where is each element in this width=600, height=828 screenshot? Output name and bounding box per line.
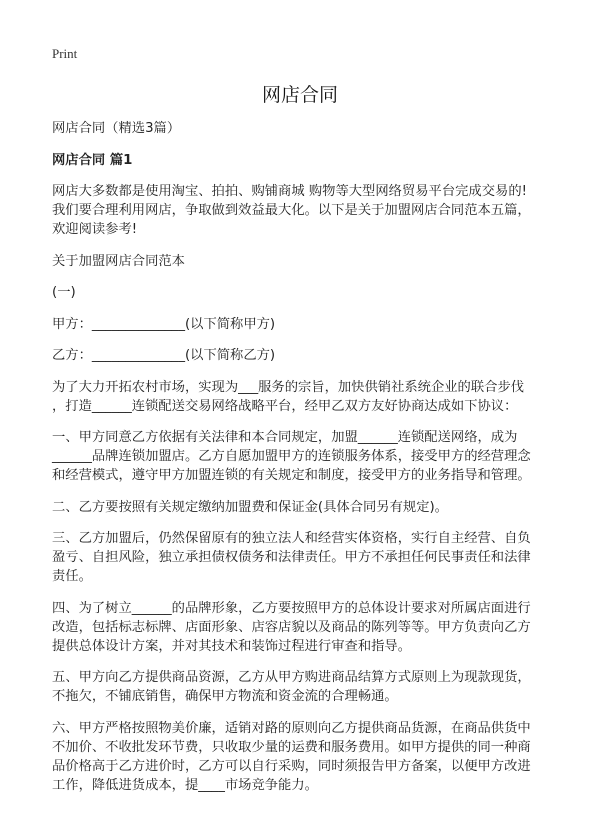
paragraph [52, 599, 552, 656]
paragraph-line: 盈亏、自担风险，独立承担债权债务和法律责任。甲方不承担任何民事责任和法律 [52, 550, 531, 565]
paragraph [52, 529, 552, 586]
paragraph-line: 为了大力开拓农村市场，实现为___服务的宗旨，加快供销社系统企业的联合步伐 [52, 379, 525, 395]
paragraph [52, 182, 552, 239]
paragraph-line: 网店大多数都是使用淘宝、拍拍、购铺商城 购物等大型网络贸易平台完成交易的! [52, 184, 527, 199]
paragraph-line: 提供总体设计方案，并对其技术和装饰过程进行审查和指导。 [52, 638, 412, 654]
paragraph-line: 六、甲方严格按照物美价廉，适销对路的原则向乙方提供商品货源，在商品供货中 [52, 720, 531, 736]
paragraph [52, 668, 552, 706]
paragraph-line: 品价格高于乙方进价时，乙方可以自行采购，同时须报告甲方备案，以便甲方改进 [52, 758, 531, 774]
paragraph [52, 346, 552, 365]
paragraph-line: 工作，降低进货成本，提____市场竞争能力。 [52, 777, 318, 793]
paragraph-line: 我们要合理利用网店，争取做到效益最大化。以下是关于加盟网店合同范本五篇， [52, 203, 531, 218]
document-subtitle: 网店合同（精选3篇） [52, 121, 181, 136]
paragraph-line: 责任。 [52, 569, 92, 584]
paragraph-line: 欢迎阅读参考! [52, 222, 138, 237]
paragraph-line: 不加价、不收批发环节费，只收取少量的运费和服务费用。如甲方提供的同一种商 [52, 739, 531, 755]
paragraph-line: 甲方：______________(以下简称甲方) [52, 316, 276, 332]
section-heading: 网店合同 篇1 [52, 152, 133, 168]
paragraph-line: 二、乙方要按照有关规定缴纳加盟费和保证金(具体合同另有规定)。 [52, 499, 448, 515]
paragraph [52, 719, 552, 795]
paragraph [52, 428, 552, 485]
document-title: 网店合同 [261, 84, 338, 106]
paragraph-line: 关于加盟网店合同范本 [52, 253, 185, 269]
paragraph-list [52, 182, 552, 795]
paragraph [52, 378, 552, 416]
paragraph-line: 三、乙方加盟后，仍然保留原有的独立法人和经营实体资格，实行自主经营、自负 [52, 531, 531, 546]
paragraph-line: ______品牌连锁加盟店。乙方自愿加盟甲方的连锁服务体系，接受甲方的经营理念 [52, 449, 531, 464]
paragraph-line: ，打造______连锁配送交易网络战略平台，经甲乙双方友好协商达成如下协议： [52, 398, 518, 414]
print-link[interactable]: Print [52, 46, 78, 61]
paragraph [52, 252, 552, 271]
paragraph-line: 乙方：______________(以下简称乙方) [52, 348, 276, 363]
paragraph-line: 和经营模式，遵守甲方加盟连锁的有关规定和制度，接受甲方的业务指导和管理。 [52, 468, 531, 483]
paragraph [52, 498, 552, 517]
paragraph-line: (一) [52, 285, 76, 300]
paragraph-line: 五、甲方向乙方提供商品资源，乙方从甲方购进商品结算方式原则上为现款现货， [52, 670, 531, 685]
paragraph-line: 不拖欠，不铺底销售，确保甲方物流和资金流的合理畅通。 [52, 689, 398, 704]
document-body [52, 119, 552, 807]
paragraph-line: 一、甲方同意乙方依据有关法律和本合同规定，加盟______连锁配送网络，成为 [52, 430, 518, 445]
paragraph-line: 四、为了树立______的品牌形象，乙方要按照甲方的总体设计要求对所属店面进行 [52, 600, 531, 616]
paragraph [52, 283, 552, 302]
paragraph-line: 改造，包括标志标牌、店面形象、店容店貌以及商品的陈列等等。甲方负责向乙方 [52, 619, 531, 635]
paragraph [52, 315, 552, 334]
